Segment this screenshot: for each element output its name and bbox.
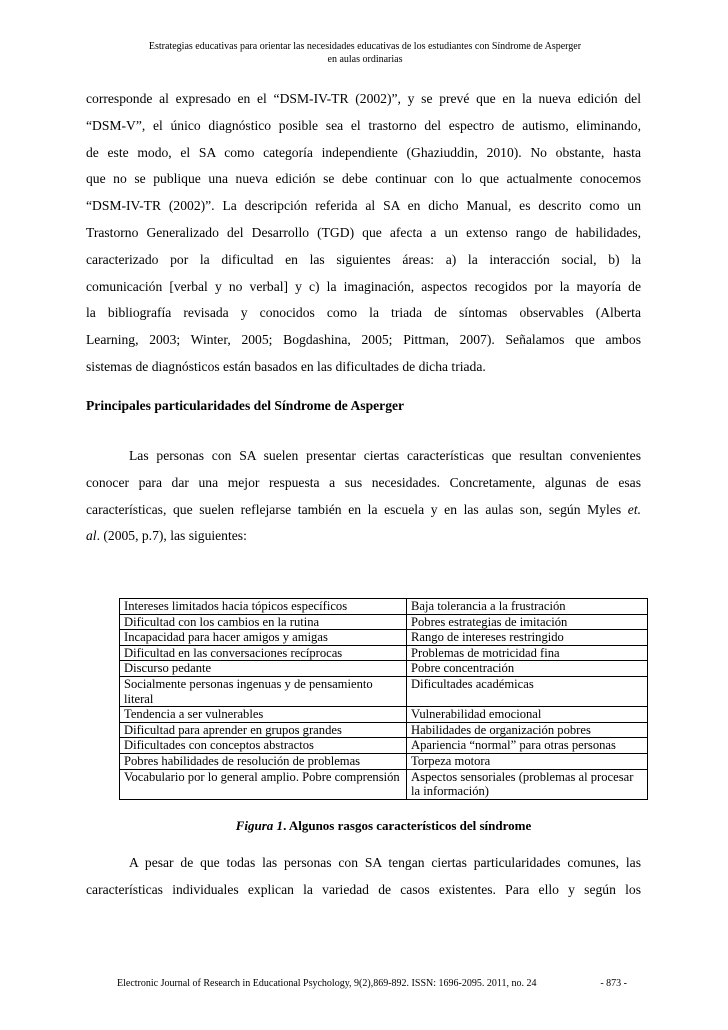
table-cell: Socialmente personas ingenuas y de pensamiento literal <box>120 676 407 706</box>
table-row <box>120 645 648 661</box>
paragraph-1-line: caracterizado por la dificultad en las siguientes áreas: a) la interacción social, b) la <box>86 251 641 267</box>
citation-et: et. <box>627 501 641 517</box>
figure-caption <box>119 818 648 834</box>
table-row <box>120 614 648 630</box>
paragraph-1-line: la bibliografía revisada y conocidos como la triada de síntomas observables (Alberta <box>86 305 641 321</box>
table-cell: Dificultades con conceptos abstractos <box>120 738 407 754</box>
table-row <box>120 599 648 615</box>
table-row <box>120 722 648 738</box>
table-row <box>120 753 648 769</box>
table-row <box>120 738 648 754</box>
paragraph-3-line: características individuales explican la variedad de casos existentes. Para ello y según los <box>86 881 641 897</box>
table-cell: Aspectos sensoriales (problemas al procesar la información) <box>407 769 648 799</box>
table-row <box>120 676 648 706</box>
figure-label: Figura 1 <box>235 818 284 833</box>
table-row <box>120 661 648 677</box>
table-cell: Rango de intereses restringido <box>407 630 648 646</box>
table-row <box>120 630 648 646</box>
paragraph-1-line: Learning, 2003; Winter, 2005; Bogdashina, 2005; Pittman, 2007). Señalamos que ambos <box>86 332 641 348</box>
section-heading: Principales particularidades del Síndrome de Asperger <box>86 398 405 413</box>
table-cell: Vocabulario por lo general amplio. Pobre comprensión <box>120 769 407 799</box>
paragraph-2-text: características, que suelen reflejarse también en la escuela y en las aulas son, según Myles <box>86 501 628 517</box>
figure-caption-text: . Algunos rasgos característicos del síndrome <box>283 818 532 833</box>
paragraph-2 <box>86 443 641 550</box>
traits-table <box>119 598 648 800</box>
paragraph-1-line: corresponde al expresado en el “DSM-IV-TR (2002)”, y se prevé que en la nueva edición del <box>86 91 641 106</box>
paragraph-2-line <box>86 497 641 524</box>
table-cell: Pobres estrategias de imitación <box>407 614 648 630</box>
table-cell: Torpeza motora <box>407 753 648 769</box>
table-cell: Incapacidad para hacer amigos y amigas <box>120 630 407 646</box>
paragraph-1-line: que no se publique una nueva edición se debe continuar con lo que actualmente conocemos <box>86 171 641 187</box>
paragraph-1-line: Trastorno Generalizado del Desarrollo (TGD) que afecta a un extenso rango de habilidades, <box>86 224 641 240</box>
paragraph-1-line: sistemas de diagnósticos están basados en las dificultades de dicha triada. <box>86 358 486 374</box>
table-cell: Dificultades académicas <box>407 676 648 706</box>
page-number: - 873 - <box>600 978 627 989</box>
table-cell: Intereses limitados hacia tópicos específicos <box>120 599 407 615</box>
paragraph-1-line: de este modo, el SA como categoría independiente (Ghaziuddin, 2010). No obstante, hasta <box>86 144 641 160</box>
paragraph-1-line: “DSM-IV-TR (2002)”. La descripción referida al SA en dicho Manual, es descrito como un <box>86 198 641 214</box>
table-cell: Discurso pedante <box>120 661 407 677</box>
table-row <box>120 769 648 799</box>
running-header <box>90 40 640 66</box>
paragraph-2-line: conocer para dar una mejor respuesta a sus necesidades. Concretamente, algunas de esas <box>86 474 641 490</box>
table-cell: Baja tolerancia a la frustración <box>407 599 648 615</box>
table-row <box>120 707 648 723</box>
table-cell: Habilidades de organización pobres <box>407 722 648 738</box>
paragraph-1 <box>86 86 641 381</box>
page-footer <box>117 978 627 989</box>
header-line-1: Estrategias educativas para orientar las necesidades educativas de los estudiantes con Síndrome de Asperger <box>148 41 582 52</box>
paragraph-3-line: A pesar de que todas las personas con SA tengan ciertas particularidades comunes, las <box>129 855 641 870</box>
table-cell: Dificultad para aprender en grupos grandes <box>120 722 407 738</box>
header-line-2: en aulas ordinarias <box>327 54 403 65</box>
paragraph-2-line <box>86 523 641 550</box>
table-cell: Vulnerabilidad emocional <box>407 707 648 723</box>
paragraph-1-line: comunicación [verbal y no verbal] y c) la imaginación, aspectos recogidos por la mayoría de <box>86 278 641 294</box>
paragraph-1-line: “DSM-V”, el único diagnóstico posible sea el trastorno del espectro de autismo, eliminando, <box>86 117 641 133</box>
citation-al: al <box>86 528 97 544</box>
table-cell: Pobre concentración <box>407 661 648 677</box>
paragraph-3 <box>86 850 641 904</box>
table-cell: Tendencia a ser vulnerables <box>120 707 407 723</box>
traits-table-body <box>120 599 648 800</box>
paragraph-2-text: . (2005, p.7), las siguientes: <box>96 528 247 544</box>
table-cell: Pobres habilidades de resolución de problemas <box>120 753 407 769</box>
table-cell: Dificultad en las conversaciones recíprocas <box>120 645 407 661</box>
table-cell: Dificultad con los cambios en la rutina <box>120 614 407 630</box>
journal-citation: Electronic Journal of Research in Educational Psychology, 9(2),869-892. ISSN: 1696-2095. 2011, no. 24 <box>117 978 537 989</box>
table-cell: Apariencia “normal” para otras personas <box>407 738 648 754</box>
paragraph-2-line: Las personas con SA suelen presentar ciertas características que resultan convenientes <box>129 448 641 463</box>
table-cell: Problemas de motricidad fina <box>407 645 648 661</box>
